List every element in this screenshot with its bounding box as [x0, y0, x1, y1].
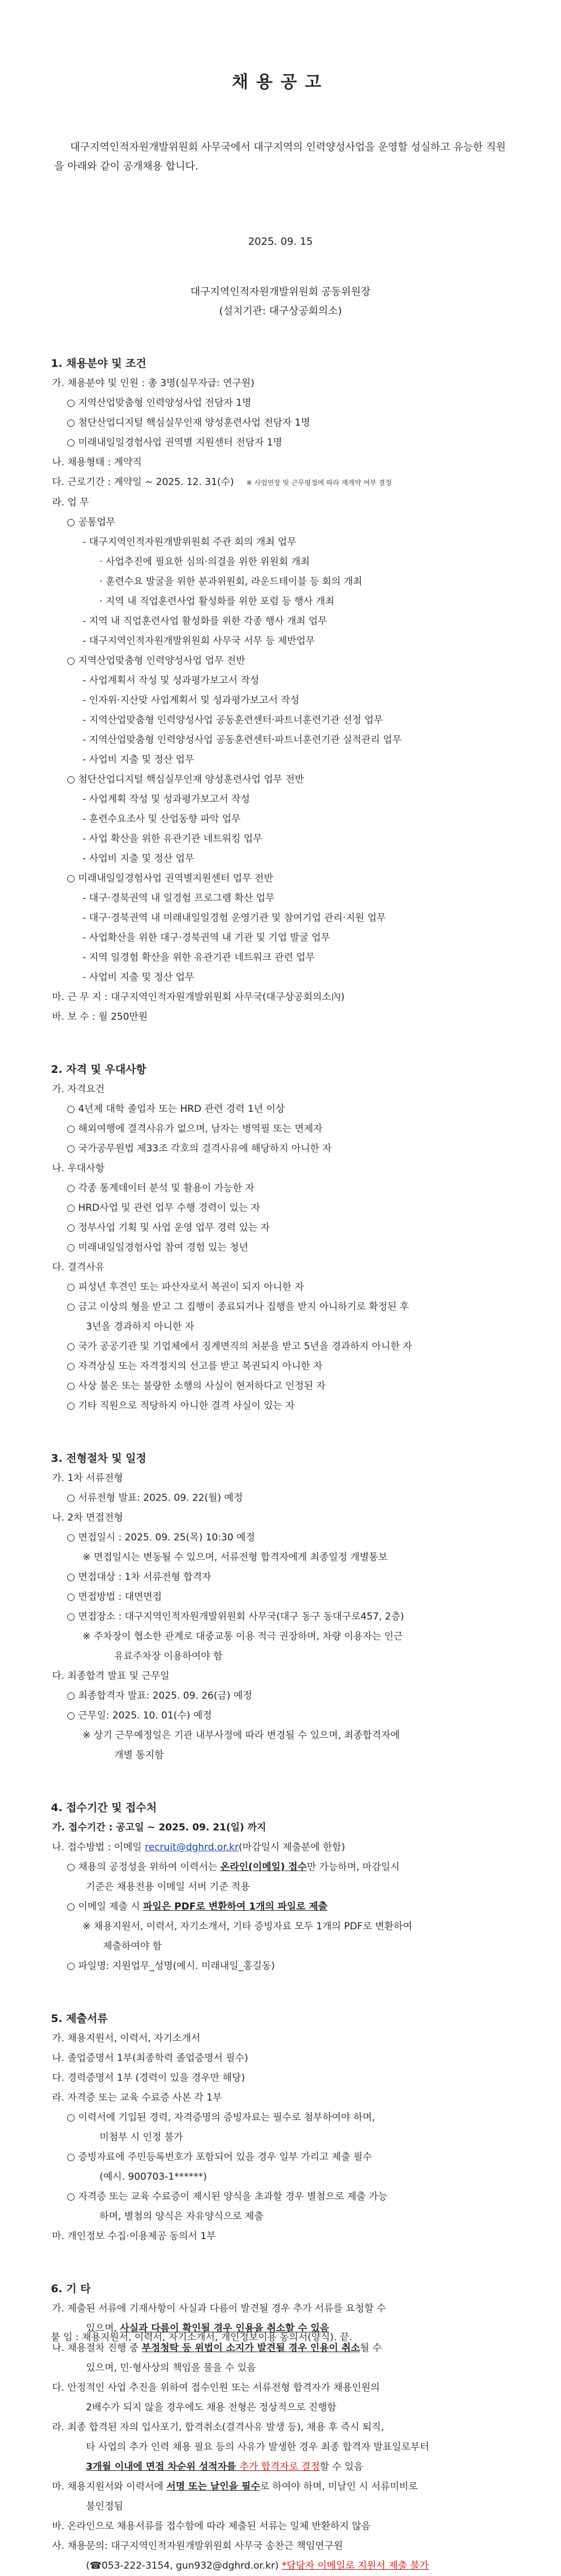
list-item: ○ 지역산업맞춤형 인력양성사업 전담자 1명 [67, 397, 252, 409]
contact-info: (☎053-222-3154, gun932@dghrd.or.kr) [86, 2560, 282, 2571]
text: 있으며, [86, 2323, 120, 2334]
list-item: 가. 채용지원서, 이력서, 자기소개서 [52, 2033, 201, 2044]
list-item: 마. 근 무 지 : 대구지역인적자원개발위원회 사무국(대구상공회의소內) [52, 992, 345, 1003]
notice-date: 2025. 09. 15 [248, 236, 313, 248]
list-item: 2배수가 되지 않을 경우에도 채용 전형은 정상적으로 진행함 [86, 2402, 336, 2413]
text: 로 하여야 하며, 미날인 시 서류미비로 [260, 2481, 418, 2492]
list-item: - 사업확산을 위한 대구·경북권역 내 기관 및 기업 발굴 업무 [83, 932, 330, 943]
list-item: - 사업계획서 작성 및 성과평가보고서 작성 [83, 675, 260, 686]
list-item [51, 1897, 510, 1917]
emphasis: 부정청탁 등 위법이 소지가 발견될 경우 인용이 취소 [141, 2343, 360, 2354]
text: 할 수 있음 [320, 2461, 364, 2473]
list-item: ○ 국가 공공기관 및 기업체에서 징계면직의 처분을 받고 5년을 경과하지 아니한 자 [67, 1341, 412, 1352]
list-item: 개별 통지함 [114, 1750, 164, 1761]
list-item: ○ 서류전형 발표: 2025. 09. 22(월) 예정 [67, 1492, 243, 1504]
section-5 [51, 2010, 510, 2246]
list-item: 마. 개인정보 수집·이용제공 동의서 1부 [52, 2231, 216, 2242]
list-item: 3년을 경과하지 아니한 자 [86, 1321, 195, 1332]
list-item: ○ 면접일시 : 2025. 09. 25(목) 10:30 예정 [67, 1532, 255, 1543]
list-item: · 지역 내 직업훈련사업 활성화를 위한 포럼 등 행사 개최 [100, 596, 335, 607]
list-item: 나. 졸업증명서 1부(최종학력 졸업증명서 필수) [52, 2053, 248, 2064]
list-item: ○ 이력서에 기입된 경력, 자격증명의 증빙자료는 필수로 첨부하여야 하며, [67, 2112, 376, 2123]
list-item: 라. 자격증 또는 교육 수료증 사본 각 1부 [52, 2092, 222, 2103]
list-item [51, 1858, 510, 1877]
section-3 [51, 1450, 510, 1765]
list-item: 나. 채용형태 : 계약직 [52, 457, 142, 468]
list-item: ○ 지역산업맞춤형 인력양성사업 업무 전반 [67, 655, 245, 666]
list-item [51, 2477, 510, 2497]
list-item: 가. 제출된 서류에 기재사항이 사실과 다름이 발견될 경우 추가 서류를 요청할 수 [52, 2303, 386, 2314]
list-item: 다. 최종합격 발표 및 근무일 [52, 1670, 170, 1682]
emphasis: 사실과 다름이 확인될 경우 인용을 취소할 수 있음 [120, 2323, 329, 2334]
intro-paragraph: 대구지역인적자원개발위원회 사무국에서 대구지역의 인력양성사업을 운영할 성실하고 유능한 직원을 아래와 같이 공개채용 합니다. [54, 141, 506, 172]
list-item: ○ 사상 불온 또는 불량한 소행의 사실이 현저하다고 인정된 자 [67, 1380, 326, 1392]
list-item: ○ 미래내일일경험사업 권역별 지원센터 전담자 1명 [67, 437, 283, 448]
list-item: · 사업추진에 필요한 심의·의결을 위한 위원회 개최 [100, 556, 310, 568]
list-item: 기준은 채용전용 이메일 서버 기준 적용 [86, 1881, 250, 1893]
disqualification-list [51, 1278, 510, 1416]
list-item: - 사업비 지출 및 정산 업무 [83, 972, 195, 983]
duties-list [51, 513, 510, 988]
list-item: 바. 보 수 : 월 250만원 [52, 1011, 148, 1023]
list-item: ※ 면접일시는 변동될 수 있으며, 서류전형 합격자에게 최종일정 개별통보 [83, 1552, 388, 1563]
list-item: ○ 증빙자료에 주민등록번호가 포함되어 있을 경우 일부 가리고 제출 필수 [67, 2151, 372, 2163]
list-item: - 사업 확산을 위한 유관기관 네트워킹 업무 [83, 833, 262, 845]
list-item: 나. 2차 면접전형 [52, 1512, 123, 1523]
list-item: ○ 각종 통계데이터 분석 및 활용이 가능한 자 [67, 1183, 254, 1194]
text: 마. 채용지원서와 이력서에 [52, 2481, 167, 2492]
list-item: 나. 우대사항 [52, 1163, 105, 1174]
section-1 [51, 355, 510, 1027]
list-item: ○ 피성년 후견인 또는 파산자로서 복권이 되지 아니한 자 [67, 1281, 304, 1293]
section-6 [51, 2280, 510, 2576]
list-item: ○ 면접장소 : 대구지역인적자원개발위원회 사무국(대구 동구 동대구로457, 2층) [67, 1611, 404, 1622]
list-item: - 사업비 지출 및 정산 업무 [83, 853, 195, 864]
list-item [51, 2556, 510, 2576]
page-title: 채용공고 [232, 72, 329, 92]
list-item: ○ 4년제 대학 졸업자 또는 HRD 관련 경력 1년 이상 [67, 1103, 285, 1115]
list-item: ○ 금고 이상의 형을 받고 그 집행이 종료되거나 집행을 받지 아니하기로 확정된 후 [67, 1301, 409, 1313]
list-item: ○ 기타 직원으로 적당하지 아니한 결격 사실이 있는 자 [67, 1400, 295, 1412]
list-item [51, 2457, 510, 2477]
list-item: - 지역산업맞춤형 인력양성사업 공동훈련센터·파트너훈련기관 선정 업무 [83, 715, 383, 726]
list-item: ○ 첨단산업디지털 핵심실무인재 양성훈련사업 업무 전반 [67, 774, 304, 785]
list-item: 가. 자격요건 [52, 1084, 105, 1095]
list-item: 불인정됨 [86, 2501, 123, 2512]
list-item: ○ 최종합격자 발표: 2025. 09. 26(금) 예정 [67, 1690, 252, 1702]
list-item: - 대구·경북권역 내 미래내일일경험 운영기관 및 참여기업 관리·지원 업무 [83, 912, 386, 924]
list-item: ○ 미래내일일경험사업 참여 경험 있는 청년 [67, 1242, 249, 1253]
list-item: - 훈련수요조사 및 산업동향 파악 업무 [83, 813, 241, 825]
list-item: - 대구지역인적자원개발위원회 주관 회의 개최 업무 [83, 536, 297, 548]
text: 만 가능하며, 마감일시 [307, 1861, 400, 1873]
list-item: ○ 면접방법 : 대면면접 [67, 1591, 162, 1603]
list-item: ○ 근무일: 2025. 10. 01(수) 예정 [67, 1710, 212, 1721]
list-item: ○ 자격상실 또는 자격정지의 선고를 받고 복권되지 아니한 자 [67, 1361, 323, 1372]
list-item: ○ 공통업무 [67, 517, 115, 528]
section-title: 3. 전형절차 및 일정 [51, 1452, 146, 1465]
emphasis: 온라인(이메일) 접수 [220, 1861, 307, 1873]
recruit-email-link[interactable]: recruit@dghrd.or.kr [145, 1842, 239, 1853]
list-item: - 지역 일경험 확산을 위한 유관기관 네트워크 관련 업무 [83, 952, 315, 963]
list-item: ○ 정부사업 기획 및 사업 운영 업무 경력 있는 자 [67, 1222, 270, 1233]
list-item: 바. 온라인으로 채용서류를 접수함에 따라 제출된 서류는 일체 반환하지 않음 [52, 2521, 371, 2532]
list-item: ○ 국가공무원법 제33조 각호의 결격사유에 해당하지 아니한 자 [67, 1143, 332, 1154]
list-item: 다. 안정적인 사업 추진을 위하여 접수인원 또는 서류전형 합격자가 채용인원의 [52, 2382, 380, 2393]
list-item: ○ 미래내일일경험사업 권역별지원센터 업무 전반 [67, 873, 273, 884]
section-title: 1. 채용분야 및 조건 [51, 357, 146, 370]
text: 될 수 [360, 2343, 382, 2354]
section-2 [51, 1061, 510, 1416]
emphasis: 3개월 이내에 면접 차순위 성적자를 [86, 2461, 240, 2473]
list-item: 제출하여야 함 [103, 1941, 162, 1952]
section-title: 6. 기 타 [51, 2283, 91, 2295]
list-item: 다. 결격사유 [52, 1262, 105, 1273]
application-period: 가. 접수기간 : 공고일 ~ 2025. 09. 21(일) 까지 [52, 1822, 266, 1833]
issuer [51, 283, 510, 321]
emphasis-red: 추가 합격자로 결정 [239, 2461, 320, 2473]
list-item: 있으며, 민·형사상의 책임을 물을 수 있음 [86, 2362, 256, 2374]
list-item: 사. 채용문의: 대구지역인적자원개발위원회 사무국 송찬근 책임연구원 [52, 2540, 343, 2552]
list-item [51, 473, 510, 493]
list-item: - 대구·경북권역 내 일경험 프로그램 확산 업무 [83, 893, 275, 904]
list-item: 가. 1차 서류전형 [52, 1473, 123, 1484]
list-item: 타 사업의 추가 인력 채용 필요 등의 사유가 발생한 경우 최종 합격자 발표일로부터 [86, 2441, 429, 2453]
list-item: ※ 주차장이 협소한 관계로 대중교통 이용 적극 권장하며, 차량 이용자는 인근 [83, 1631, 403, 1642]
list-item: ○ 면접대상 : 1차 서류전형 합격자 [67, 1571, 212, 1583]
attachments-footer: 붙 임 : 채용지원서, 이력서, 자기소개서, 개인정보이용 동의서(양식). 끝. [51, 2332, 352, 2343]
section-title: 4. 접수기간 및 접수처 [51, 1802, 157, 1814]
section-title: 2. 자격 및 우대사항 [51, 1063, 146, 1076]
work-period: 다. 근로기간 : 계약일 ~ 2025. 12. 31(수) [52, 477, 234, 488]
method-label: 나. 접수방법 : 이메일 [52, 1842, 145, 1853]
text: ○ 채용의 공정성을 위하여 이력서는 [67, 1861, 221, 1873]
list-item: 라. 최종 합격된 자의 입사포기, 합격취소(결격사유 발생 등), 채용 후 즉시 퇴직, [52, 2422, 384, 2433]
list-item: 유료주차장 이용하여야 함 [114, 1651, 223, 1662]
section-title: 5. 제출서류 [51, 2012, 108, 2025]
list-item: - 사업비 지출 및 정산 업무 [83, 754, 195, 765]
list-item: 라. 업 무 [52, 497, 89, 508]
emphasis: 서명 또는 날인을 필수 [166, 2481, 260, 2492]
work-period-note: ※ 사업연장 및 근무평정에 따라 재계약 여부 결정 [246, 479, 392, 487]
list-item: · 훈련수요 발굴을 위한 분과위원회, 라운드테이블 등 회의 개최 [100, 576, 363, 587]
list-item: 하며, 별첨의 양식은 자유양식으로 제출 [100, 2211, 264, 2222]
list-item: ○ HRD사업 및 관련 업무 수행 경력이 있는 자 [67, 1202, 261, 1214]
section-4 [51, 1799, 510, 1976]
list-item: 다. 경력증명서 1부 (경력이 있을 경우만 해당) [52, 2072, 245, 2084]
final-result-list [51, 1686, 510, 1765]
documents-list [51, 2029, 510, 2246]
emphasis: 파일은 PDF로 변환하여 1개의 파일로 제출 [143, 1901, 327, 1912]
list-item: ○ 자격증 또는 교육 수료증이 제시된 양식을 초과할 경우 별첨으로 제출 가능 [67, 2191, 387, 2202]
list-item: ※ 상기 근무예정일은 기관 내부사정에 따라 변경될 수 있으며, 최종합격자에 [83, 1730, 400, 1741]
application-method [51, 1838, 510, 1858]
list-item: - 대구지역인적자원개발위원회 사무국 서무 등 제반업무 [83, 635, 315, 647]
list-item: - 지역산업맞춤형 인력양성사업 공동훈련센터·파트너훈련기관 실적관리 업무 [83, 734, 402, 746]
method-note: (마감일시 제출분에 한함) [239, 1842, 346, 1853]
list-item: ○ 첨단산업디지털 핵심실무인재 양성훈련사업 전담자 1명 [67, 417, 310, 428]
contact-warning: *담당자 이메일로 지원서 제출 불가 [282, 2560, 429, 2571]
interview-list [51, 1528, 510, 1666]
list-item: ○ 해외여행에 결격사유가 없으며, 남자는 병역필 또는 면제자 [67, 1123, 323, 1135]
list-item: ※ 채용지원서, 이력서, 자기소개서, 기타 증빙자료 모두 1개의 PDF로 변환하여 [83, 1921, 412, 1932]
list-item: ○ 파일명: 지원업무_성명(예시. 미래내일_홍길동) [67, 1960, 275, 1972]
list-item: - 사업계획 작성 및 성과평가보고서 작성 [83, 794, 250, 805]
list-item: - 지역 내 직업훈련사업 활성화를 위한 각종 행사 개최 업무 [83, 616, 327, 627]
text: ○ 이메일 제출 시 [67, 1901, 143, 1912]
list-item: 미첨부 시 인정 불가 [100, 2132, 183, 2143]
issuer-name: 대구지역인적자원개발위원회 공동위원장 [190, 286, 371, 298]
list-item: (예시. 900703-1******) [100, 2171, 207, 2183]
issuer-org: (설치기관: 대구상공회의소) [219, 305, 342, 317]
text: 나. 채용절차 진행 중 [52, 2343, 142, 2354]
list-item: 가. 채용분야 및 인원 : 총 3명(실무자급: 연구원) [52, 378, 254, 389]
list-item: - 인자위·지산맞 사업계획서 및 성과평가보고서 작성 [83, 695, 300, 706]
